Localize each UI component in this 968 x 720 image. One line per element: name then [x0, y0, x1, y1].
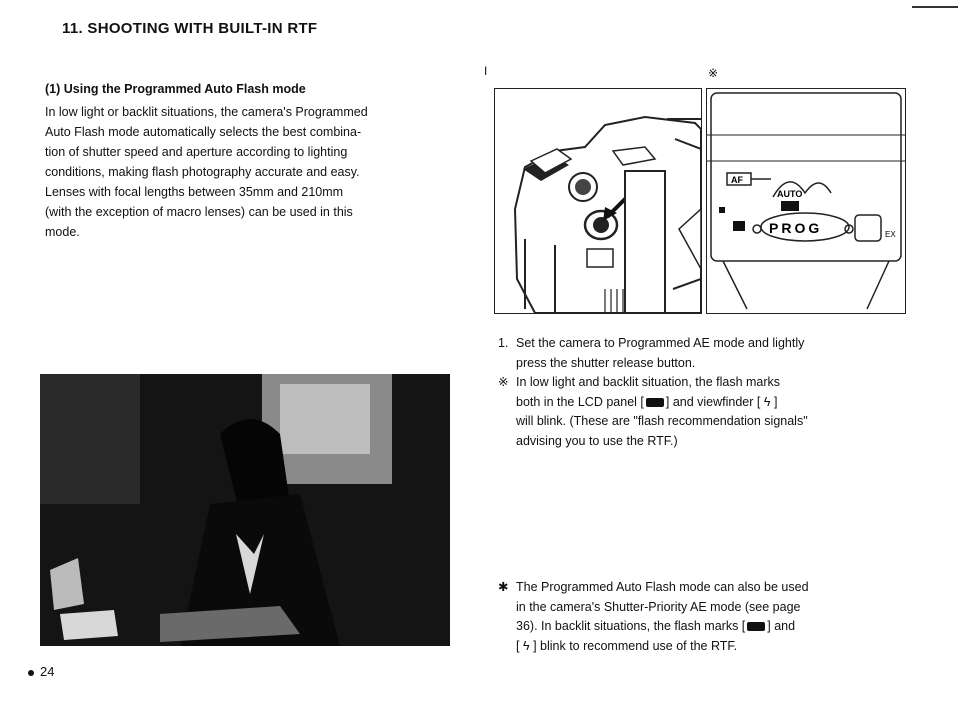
- page-number: [28, 664, 54, 679]
- step-line: advising you to use the RTF.): [516, 433, 678, 448]
- bullet-icon: [28, 670, 34, 676]
- body-line: In low light or backlit situations, the camera's Programmed: [45, 105, 368, 119]
- body-line: conditions, making flash photography accurate and easy.: [45, 165, 360, 179]
- text-fragment: ]: [773, 394, 778, 409]
- note-line: [516, 637, 809, 657]
- camera-illustration: [494, 88, 702, 314]
- body-line: Lenses with focal lengths between 35mm and 210mm: [45, 185, 344, 199]
- page-title: 11. SHOOTING WITH BUILT-IN RTF: [62, 20, 318, 37]
- asterisk-mark: ✱: [498, 580, 509, 594]
- text-fragment: 36). In backlit situations, the flash marks [: [516, 619, 746, 633]
- lcd-flash-mark-icon: [747, 622, 765, 631]
- reference-mark: ※: [498, 375, 509, 389]
- backlit-portrait-photo: [40, 374, 450, 646]
- lcd-ex-text: EX: [885, 230, 896, 239]
- body-line: (with the exception of macro lenses) can be used in this: [45, 205, 353, 219]
- step-line: In low light and backlit situation, the flash marks: [516, 375, 781, 389]
- page-number-text: 24: [40, 664, 55, 679]
- text-fragment: [: [516, 638, 520, 653]
- section-body: [45, 102, 450, 242]
- top-rule: [912, 6, 958, 8]
- text-fragment: both in the LCD panel [: [516, 394, 644, 409]
- text-fragment: ] and: [767, 619, 796, 633]
- note-line: in the camera's Shutter-Priority AE mode (see page: [516, 599, 801, 614]
- photo-drawing: [40, 374, 450, 646]
- body-line: tion of shutter speed and aperture according to lighting: [45, 145, 348, 159]
- body-line: mode.: [45, 225, 80, 239]
- lcd-flash-mark-icon: [646, 398, 664, 407]
- section-heading: (1) Using the Programmed Auto Flash mode: [45, 82, 306, 96]
- figure-1-label: I: [484, 64, 488, 78]
- step-1: [498, 334, 898, 373]
- flash-symbol-icon: ϟ: [522, 638, 530, 653]
- note-line: [516, 617, 809, 637]
- step-line: Set the camera to Programmed AE mode and lightly: [516, 336, 805, 350]
- step-note: [498, 373, 898, 451]
- lcd-drawing: [707, 89, 905, 313]
- lcd-prog-text: PROG: [769, 220, 823, 236]
- body-line: Auto Flash mode automatically selects the best combina-: [45, 125, 362, 139]
- text-fragment: ] blink to recommend use of the RTF.: [533, 638, 738, 653]
- step-line: will blink. (These are "flash recommendation signals": [516, 414, 808, 428]
- instruction-steps: [498, 334, 898, 451]
- lcd-af-text: AF: [731, 175, 743, 185]
- text-fragment: ] and viewfinder [: [665, 394, 761, 409]
- lcd-panel-illustration: [706, 88, 906, 314]
- step-number: 1.: [498, 336, 509, 350]
- figure-2-label: ※: [708, 66, 719, 80]
- lcd-auto-text: AUTO: [777, 189, 803, 199]
- camera-drawing: [495, 89, 701, 313]
- shutter-priority-note: [498, 578, 898, 656]
- step-line: press the shutter release button.: [516, 355, 696, 370]
- flash-symbol-icon: ϟ: [763, 394, 771, 409]
- step-line: [516, 393, 808, 413]
- note-line: The Programmed Auto Flash mode can also be used: [516, 580, 809, 594]
